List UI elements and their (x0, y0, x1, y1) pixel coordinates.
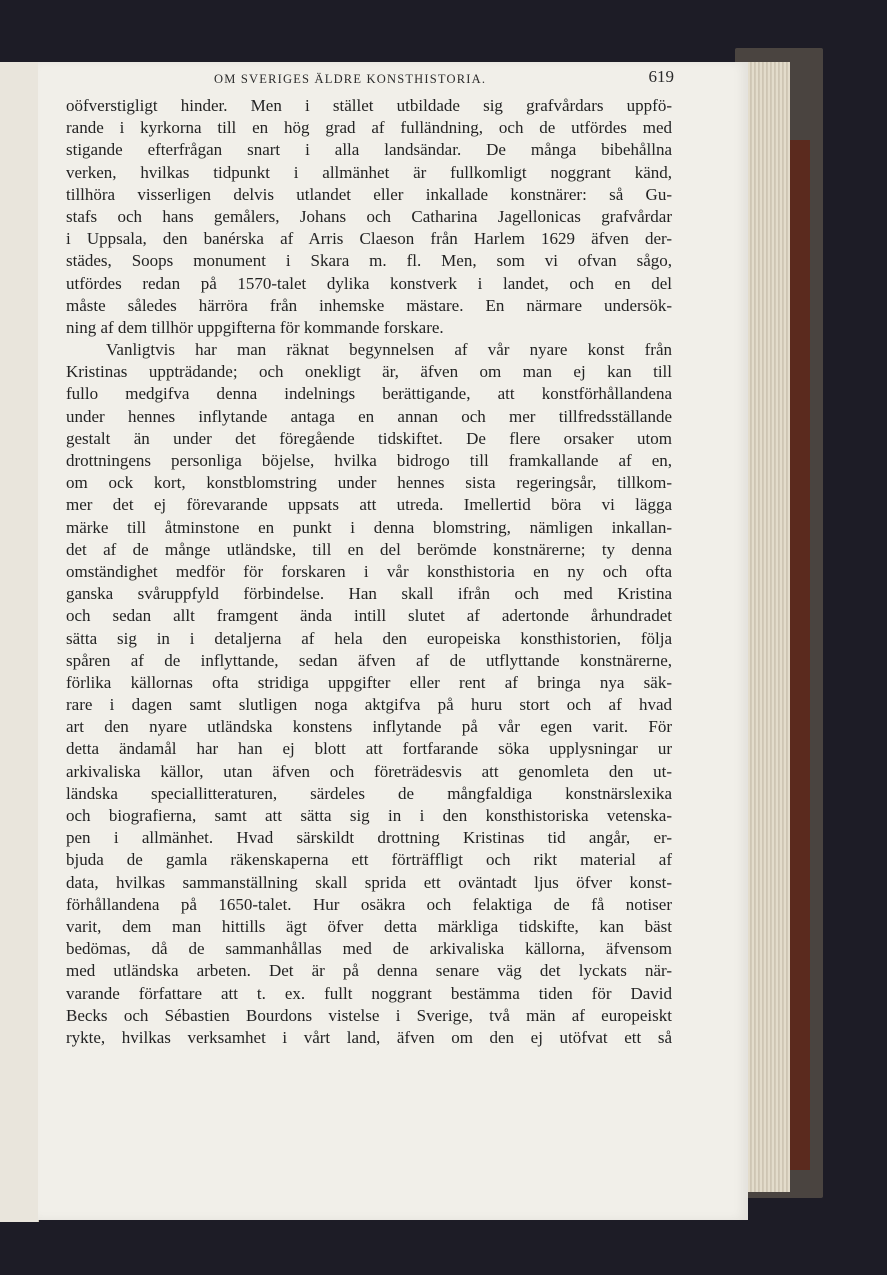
text-line: märke till åtminstone en punkt i denna blomstring, nämligen inkallan- (66, 517, 672, 537)
text-line: stafs och hans gemålers, Johans och Catharina Jagellonicas grafvårdar (66, 206, 672, 226)
text-line: data, hvilkas sammanställning skall sprida ett oväntadt ljus öfver konst- (66, 872, 672, 892)
text-line: i Uppsala, den banérska af Arris Claeson från Harlem 1629 äfven der- (66, 229, 672, 249)
text-line: förlika källornas ofta stridiga uppgifter eller rent af bringa nya säk- (66, 672, 672, 692)
text-line: om ock kort, konstblomstring under hennes sista regeringsår, tillkom- (66, 473, 672, 493)
text-line: rande i kyrkorna till en hög grad af fulländning, och de utfördes med (66, 118, 672, 138)
text-line: ländska speciallitteraturen, särdeles de mångfaldiga konstnärslexika (66, 783, 672, 803)
text-line: mer det ej förevarande uppsats att utreda. Imellertid böra vi lägga (66, 495, 672, 515)
text-line: Kristinas uppträdande; och onekligt är, äfven om man ej kan till (66, 362, 672, 382)
text-line: stigande efterfrågan snart i alla landsändar. De många bibehållna (66, 140, 672, 160)
text-line: bjuda de gamla räkenskaperna ett förträffligt och rikt material af (66, 850, 672, 870)
text-line: verken, hvilkas tidpunkt i allmänhet är fullkomligt noggrant känd, (66, 162, 672, 182)
text-line: varande författare att t. ex. fullt noggrant bestämma tiden för David (66, 983, 672, 1003)
text-line: förhållandena på 1650-talet. Hur osäkra och felaktiga de få notiser (66, 894, 672, 914)
text-line: Becks och Sébastien Bourdons vistelse i Sverige, två män af europeiskt (66, 1005, 672, 1025)
text-line: tillhöra visserligen delvis utlandet eller inkallade konstnärer: så Gu- (66, 184, 672, 204)
text-line: drottningens personliga böjelse, hvilka bidrogo till framkallande af en, (66, 451, 672, 470)
text-line: oöfverstigligt hinder. Men i stället utbildade sig grafvårdars uppfö- (66, 96, 672, 115)
running-title: OM SVERIGES ÄLDRE KONSTHISTORIA. (214, 72, 487, 86)
text-line: det af de månge utländske, till en del berömde konstnärerne; ty denna (66, 539, 672, 559)
text-line: städes, Soops monument i Skara m. fl. Men, som vi ofvan sågo, (66, 251, 672, 271)
left-page-edge (0, 62, 39, 1222)
text-line: gestalt än under det föregående tidskiftet. De flere orsaker utom (66, 428, 672, 448)
text-line: utfördes redan på 1570-talet dylika konstverk i landet, och en del (66, 273, 672, 293)
text-line: arkivaliska källor, utan äfven och företrädesvis att genomleta den ut- (66, 761, 672, 781)
text-line: med utländska arbeten. Det är på denna senare väg det lyckats när- (66, 961, 672, 981)
text-line: rare i dagen samt slutligen noga aktgifva på huru stort och af hvad (66, 695, 672, 715)
text-line: måste således härröra från inhemske mästare. En närmare undersök- (66, 295, 672, 315)
running-header (214, 67, 674, 90)
text-line: under hennes inflytande antaga en annan och mer tillfredsställande (66, 406, 672, 426)
text-line: Vanligtvis har man räknat begynnelsen af vår nyare konst från (106, 340, 672, 360)
text-line: art den nyare utländska konstens inflytande på vår egen varit. För (66, 717, 672, 737)
text-line: bedömas, då de sammanhållas med de arkivaliska källorna, äfvensom (66, 939, 672, 959)
text-line: och biografierna, samt att sätta sig in i den konsthistoriska vetenska- (66, 806, 672, 825)
text-line: och sedan allt framgent ända intill slutet af adertonde århundradet (66, 606, 672, 626)
text-line: sätta sig in i detaljerna af hela den europeiska konsthistorien, följa (66, 628, 672, 648)
body-text (66, 95, 672, 1049)
text-line: spåren af de inflyttande, sedan äfven af de utflyttande konstnärerne, (66, 650, 672, 670)
text-line: pen i allmänhet. Hvad särskildt drottning Kristinas tid angår, er- (66, 828, 672, 848)
text-line: fullo medgifva denna indelnings berättigande, att konstförhållandena (66, 384, 672, 404)
page-number: 619 (648, 67, 674, 86)
text-line: ning af dem tillhör uppgifterna för kommande forskare. (66, 317, 444, 337)
text-line: rykte, hvilkas verksamhet i vårt land, äfven om den ej utöfvat ett så (66, 1027, 672, 1047)
text-line: detta ändamål har han ej blott att fortfarande söka upplysningar ur (66, 739, 672, 759)
text-line: omständighet medför för forskaren i vår konsthistoria en ny och ofta (66, 561, 672, 581)
text-line: varit, dem man hittills ägt öfver detta märkliga tidskifte, kan bäst (66, 916, 672, 936)
text-line: ganska svåruppfyld förbindelse. Han skall ifrån och med Kristina (66, 584, 672, 604)
